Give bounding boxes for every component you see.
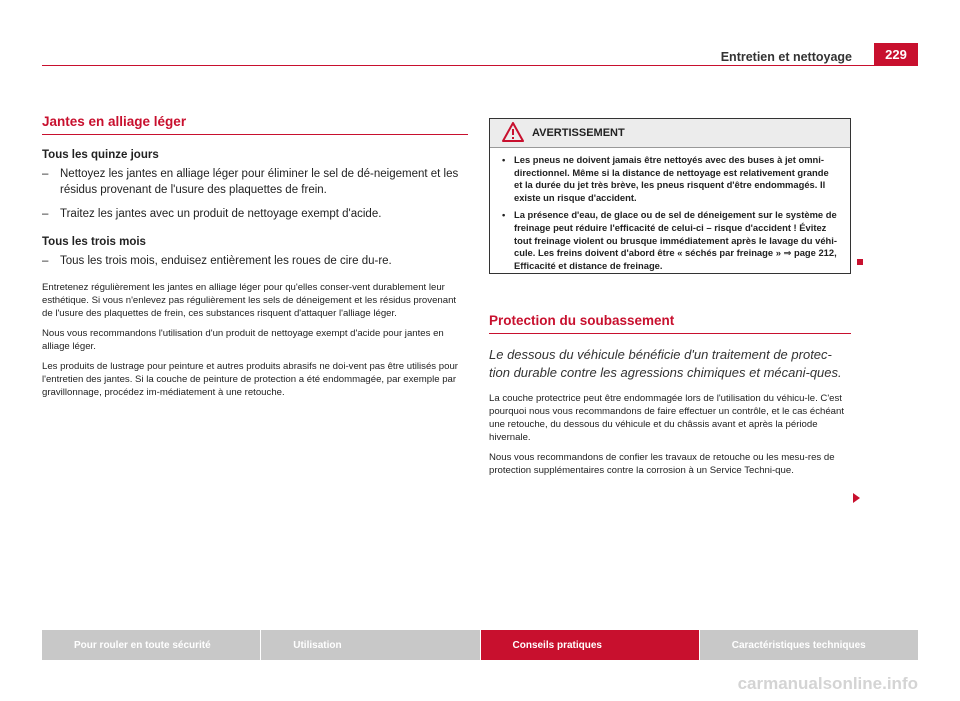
warning-item-text: La présence d'eau, de glace ou de sel de déneigement sur le système de freinage peut réduire l'efficacité de celui-ci – risque d'accident ! Évitez tout freinage violent ou brusque immédiatement après le lavage du véhi-cule. Les freins doivent d'abord être « séchés par freinage » ⇒ page 212, Efficacité et distance de freinage.	[514, 209, 837, 271]
paragraph: Nous vous recommandons l'utilisation d'un produit de nettoyage exempt d'acide pour jantes en alliage léger.	[42, 328, 444, 352]
dash-bullet-icon: –	[42, 208, 49, 220]
warning-triangle-icon	[502, 122, 524, 142]
warning-body	[490, 148, 850, 272]
paragraph: Les produits de lustrage pour peinture et autres produits abrasifs ne doi-vent pas être utilisés pour l'entretien des jantes. Si la couche de peinture de protection a été endommagée, par exemple par gravillonnage, procédez im-médiatement à une retouche.	[42, 361, 458, 398]
dash-bullet-icon: –	[42, 168, 49, 180]
warning-item	[502, 209, 838, 272]
list-item-text: Traitez les jantes avec un produit de nettoyage exempt d'acide.	[60, 208, 382, 220]
tab-safety[interactable]: Pour rouler en toute sécurité	[42, 630, 261, 660]
list-item	[42, 166, 468, 198]
list-item	[42, 206, 468, 222]
sub-heading-quarterly: Tous les trois mois	[42, 236, 146, 248]
tab-practical-tips[interactable]: Conseils pratiques	[481, 630, 700, 660]
warning-header	[490, 119, 850, 148]
section-title-alloy-wheels: Jantes en alliage léger	[42, 114, 468, 135]
list-item-text: Tous les trois mois, enduisez entièrement les roues de cire du-re.	[60, 255, 392, 267]
tab-technical-data[interactable]: Caractéristiques techniques	[700, 630, 918, 660]
paragraph: Nous vous recommandons de confier les travaux de retouche ou les mesu-res de protection supplémentaires contre la corrosion à un Service Techni-que.	[489, 452, 835, 476]
warning-box	[489, 118, 851, 274]
lead-paragraph: Le dessous du véhicule bénéficie d'un traitement de protec-tion durable contre les agressions chimiques et mécani-ques.	[489, 347, 842, 380]
dash-bullet-icon: –	[42, 255, 49, 267]
sub-heading-fortnightly: Tous les quinze jours	[42, 149, 159, 161]
bullet-icon: •	[502, 154, 506, 165]
paragraph: La couche protectrice peut être endommagée lors de l'utilisation du véhicu-le. C'est pourquoi nous vous recommandons de faire effectuer un contrôle, et le cas échéant une retouche, du dessous du véhicule et du châssis avant et après la période hivernale.	[489, 393, 845, 443]
bullet-icon: •	[502, 209, 506, 221]
section-title-underbody: Protection du soubassement	[489, 313, 851, 334]
right-column	[489, 313, 851, 484]
list-item-text: Nettoyez les jantes en alliage léger pour éliminer le sel de dé-neigement et les résidus provenant de l'usure des plaquettes de frein.	[60, 168, 459, 196]
paragraph: Entretenez régulièrement les jantes en alliage léger pour qu'elles conser-vent durablement leur esthétique. Si vous n'enlevez pas régulièrement les sels de déneigement et les résidus provenant de l'usure des plaquettes de frein, ces substances risquent d'attaquer l'alliage léger.	[42, 282, 457, 319]
warning-title: AVERTISSEMENT	[532, 127, 625, 139]
left-column	[42, 114, 468, 406]
header-rule	[42, 65, 918, 66]
list-item	[42, 253, 468, 269]
end-square-icon	[857, 259, 863, 265]
page-number-badge: 229	[874, 43, 918, 66]
arrow-right-icon	[853, 493, 860, 503]
tab-operation[interactable]: Utilisation	[261, 630, 480, 660]
watermark: carmanualsonline.info	[737, 674, 918, 693]
chapter-tabs	[42, 630, 918, 660]
warning-item	[502, 154, 838, 204]
warning-item-text: Les pneus ne doivent jamais être nettoyés avec des buses à jet omni-directionnel. Même si la distance de nettoyage est relativement grande et la durée du jet très brève, les pneus risquent d'être endommagés. Il existe un risque d'accident.	[514, 154, 829, 203]
running-header-title: Entretien et nettoyage	[720, 50, 852, 64]
